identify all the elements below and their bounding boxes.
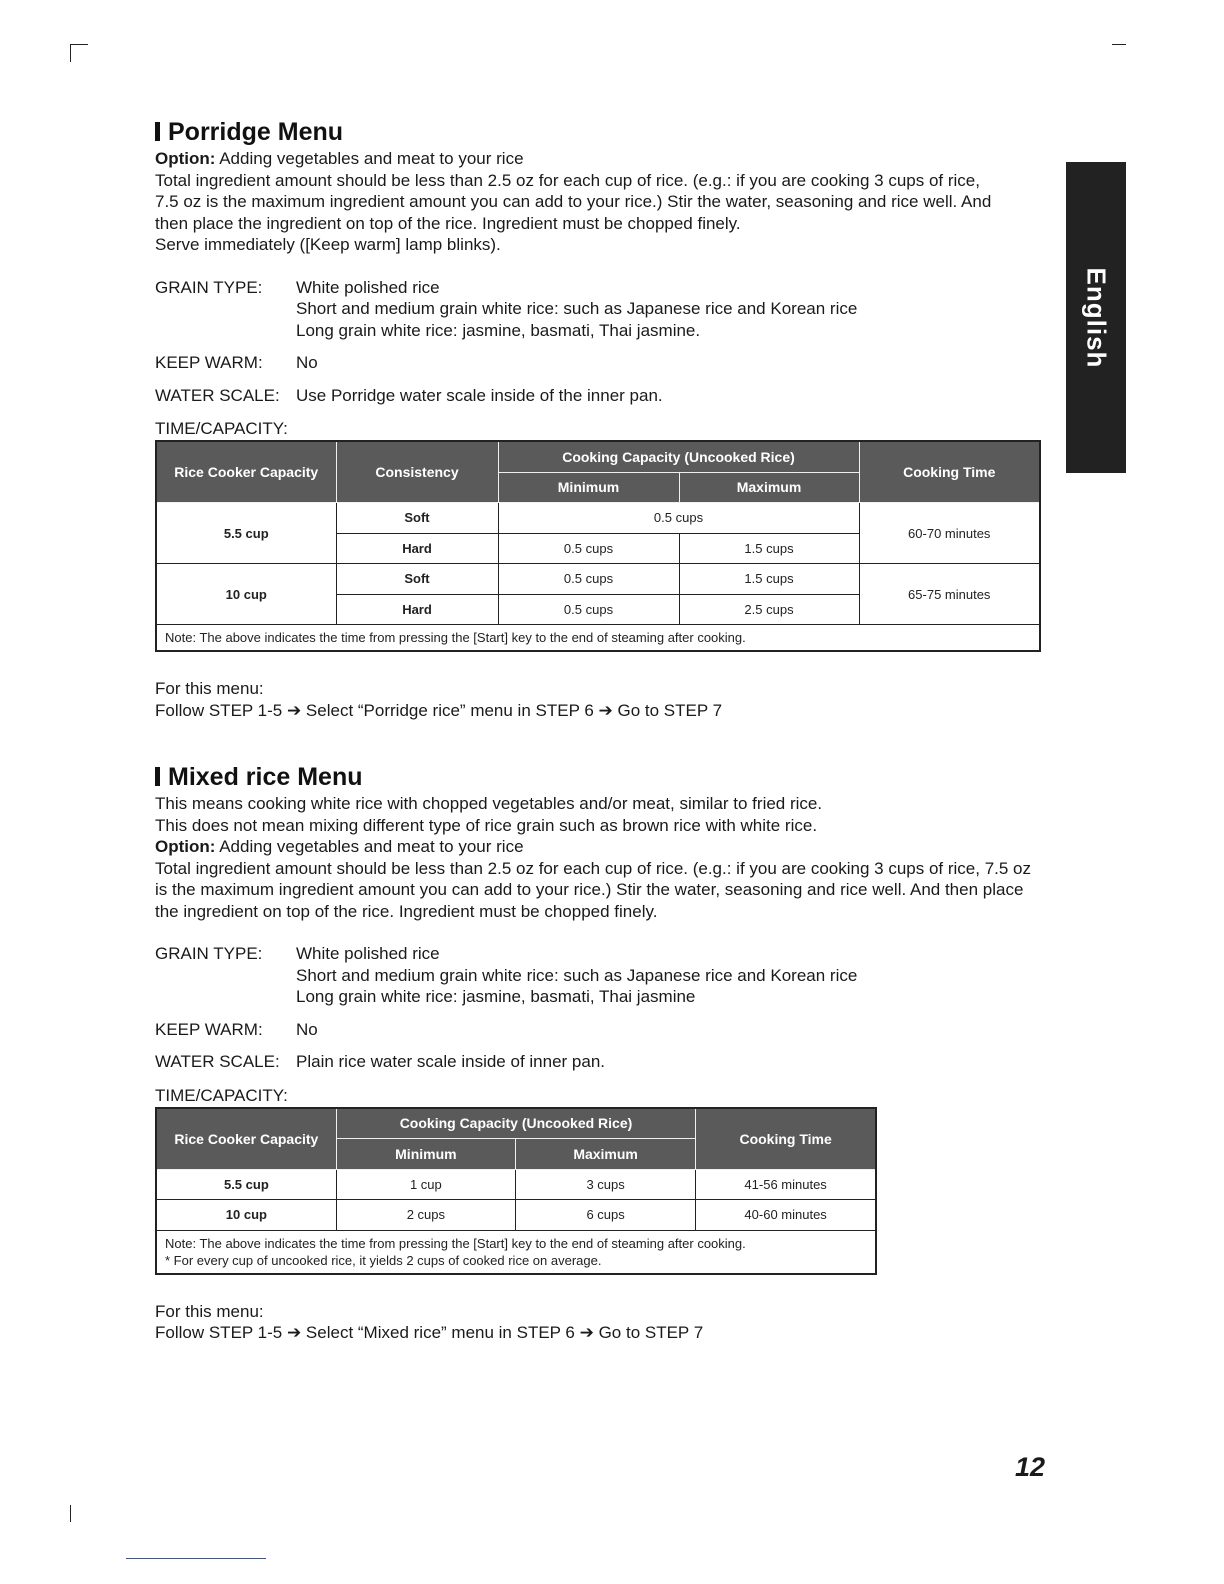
- max-cell: 3 cups: [515, 1169, 695, 1200]
- keep-warm-value: No: [296, 353, 318, 372]
- porridge-grain-type: [155, 277, 1045, 342]
- header-minimum: Minimum: [336, 1139, 515, 1170]
- max-cell: 2.5 cups: [679, 594, 859, 625]
- porridge-keep-warm: [155, 352, 1045, 374]
- mixed-table: [155, 1107, 877, 1275]
- table-note-line: * For every cup of uncooked rice, it yields 2 cups of cooked rice on average.: [165, 1252, 602, 1268]
- page-content: [155, 116, 1045, 1344]
- for-menu-label: For this menu:: [155, 679, 264, 698]
- header-maximum: Maximum: [515, 1139, 695, 1170]
- bottom-rule: [126, 1558, 266, 1559]
- range-cell: 0.5 cups: [498, 503, 859, 534]
- porridge-body-line: 7.5 oz is the maximum ingredient amount you can add to your rice.) Stir the water, seasoning and rice well. And: [155, 192, 992, 211]
- table-row: [156, 564, 1040, 595]
- water-scale-label: WATER SCALE:: [155, 385, 280, 405]
- max-cell: 6 cups: [515, 1200, 695, 1231]
- grain-type-line: White polished rice: [296, 277, 440, 297]
- water-scale-value: Plain rice water scale inside of inner pan.: [296, 1052, 605, 1071]
- follow-steps: Follow STEP 1-5 ➔ Select “Porridge rice” menu in STEP 6 ➔ Go to STEP 7: [155, 700, 723, 720]
- capacity-cell: 5.5 cup: [156, 503, 336, 564]
- capacity-cell: 5.5 cup: [156, 1169, 336, 1200]
- mixed-keep-warm: [155, 1019, 1045, 1041]
- time-cell: 40-60 minutes: [696, 1200, 876, 1231]
- porridge-for-menu: [155, 678, 1045, 721]
- min-cell: 0.5 cups: [498, 564, 679, 595]
- consistency-cell: Hard: [336, 594, 498, 625]
- heading-bar-icon: [155, 767, 160, 786]
- min-cell: 0.5 cups: [498, 594, 679, 625]
- mixed-section: [155, 761, 1045, 1344]
- grain-type-line: Short and medium grain white rice: such as Japanese rice and Korean rice: [296, 299, 858, 318]
- mixed-body-line: Total ingredient amount should be less than 2.5 oz for each cup of rice. (e.g.: if you are cooking 3 cups of rice, 7.5 oz: [155, 858, 1032, 878]
- grain-type-values: [296, 277, 1045, 342]
- porridge-body-line: Total ingredient amount should be less than 2.5 oz for each cup of rice. (e.g.: if you are cooking 3 cups of rice,: [155, 170, 980, 190]
- header-maximum: Maximum: [679, 472, 859, 503]
- language-label: English: [1081, 267, 1112, 368]
- table-row: [156, 1169, 876, 1200]
- consistency-cell: Hard: [336, 533, 498, 564]
- table-note-line: Note: The above indicates the time from pressing the [Start] key to the end of steaming after cooking.: [165, 1235, 746, 1251]
- mixed-for-menu: [155, 1301, 1045, 1344]
- mixed-intro-line: This means cooking white rice with chopped vegetables and/or meat, similar to fried rice.: [155, 794, 823, 813]
- option-text: Adding vegetables and meat to your rice: [219, 837, 524, 856]
- mixed-water-scale: [155, 1051, 1045, 1073]
- option-label: Option:: [155, 149, 216, 168]
- min-cell: 2 cups: [336, 1200, 515, 1231]
- min-cell: 0.5 cups: [498, 533, 679, 564]
- keep-warm-value: No: [296, 1019, 318, 1039]
- max-cell: 1.5 cups: [679, 533, 859, 564]
- capacity-cell: 10 cup: [156, 1200, 336, 1231]
- table-row: [156, 503, 1040, 534]
- grain-type-line: Long grain white rice: jasmine, basmati, Thai jasmine.: [296, 320, 701, 340]
- mixed-title-text: Mixed rice Menu: [168, 763, 363, 791]
- heading-bar-icon: [155, 122, 160, 141]
- header-minimum: Minimum: [498, 472, 679, 503]
- porridge-body-line: Serve immediately ([Keep warm] lamp blinks).: [155, 235, 501, 254]
- crop-mark-top-left: [70, 44, 88, 62]
- time-cell: 65-75 minutes: [859, 564, 1040, 625]
- min-cell: 1 cup: [336, 1169, 515, 1200]
- page-number: 12: [1015, 1452, 1046, 1482]
- table-note-row: [156, 625, 1040, 652]
- time-cell: 41-56 minutes: [696, 1169, 876, 1200]
- porridge-title-text: Porridge Menu: [168, 118, 344, 146]
- follow-steps: Follow STEP 1-5 ➔ Select “Mixed rice” menu in STEP 6 ➔ Go to STEP 7: [155, 1323, 704, 1342]
- table-note: Note: The above indicates the time from pressing the [Start] key to the end of steaming after cooking.: [156, 625, 1040, 652]
- table-note-row: [156, 1230, 876, 1274]
- crop-mark-bottom-left: [70, 1505, 71, 1522]
- water-scale-value: Use Porridge water scale inside of the inner pan.: [296, 385, 663, 405]
- for-menu-label: For this menu:: [155, 1301, 264, 1321]
- consistency-cell: Soft: [336, 503, 498, 534]
- header-cooking-time: Cooking Time: [859, 441, 1040, 503]
- grain-type-values: [296, 943, 1045, 1008]
- grain-type-line: Short and medium grain white rice: such as Japanese rice and Korean rice: [296, 965, 858, 985]
- grain-type-label: GRAIN TYPE:: [155, 277, 263, 297]
- keep-warm-label: KEEP WARM:: [155, 353, 263, 372]
- time-cell: 60-70 minutes: [859, 503, 1040, 564]
- crop-mark-top-right: [1112, 44, 1126, 45]
- grain-type-line: White polished rice: [296, 944, 440, 963]
- option-label: Option:: [155, 837, 216, 856]
- header-cooking-time: Cooking Time: [696, 1108, 876, 1170]
- mixed-body-line: is the maximum ingredient amount you can add to your rice.) Stir the water, seasoning and rice well. And then place: [155, 880, 1024, 899]
- language-side-tab: [1066, 162, 1126, 473]
- water-scale-label: WATER SCALE:: [155, 1052, 280, 1071]
- porridge-title: [155, 116, 1045, 148]
- header-cooking-capacity: Cooking Capacity (Uncooked Rice): [498, 441, 859, 472]
- table-header-row: [156, 1108, 876, 1139]
- header-consistency: Consistency: [336, 441, 498, 503]
- max-cell: 1.5 cups: [679, 564, 859, 595]
- mixed-option: [155, 836, 1045, 858]
- mixed-title: [155, 761, 1045, 793]
- mixed-body-line: the ingredient on top of the rice. Ingredient must be chopped finely.: [155, 901, 658, 921]
- porridge-body-line: then place the ingredient on top of the rice. Ingredient must be chopped finely.: [155, 213, 741, 233]
- table-header-row: [156, 441, 1040, 472]
- porridge-water-scale: [155, 385, 1045, 407]
- time-capacity-label: TIME/CAPACITY:: [155, 1085, 288, 1105]
- time-capacity-label: TIME/CAPACITY:: [155, 419, 288, 438]
- mixed-grain-type: [155, 943, 1045, 1008]
- option-text: Adding vegetables and meat to your rice: [219, 149, 524, 168]
- porridge-option: [155, 148, 1045, 170]
- porridge-table: [155, 440, 1041, 652]
- mixed-intro-line: This does not mean mixing different type of rice grain such as brown rice with white rice.: [155, 815, 818, 835]
- grain-type-label: GRAIN TYPE:: [155, 944, 263, 963]
- consistency-cell: Soft: [336, 564, 498, 595]
- porridge-section: [155, 116, 1045, 721]
- keep-warm-label: KEEP WARM:: [155, 1019, 263, 1039]
- header-cooking-capacity: Cooking Capacity (Uncooked Rice): [336, 1108, 695, 1139]
- table-note: [156, 1230, 876, 1274]
- header-capacity: Rice Cooker Capacity: [156, 1108, 336, 1170]
- capacity-cell: 10 cup: [156, 564, 336, 625]
- table-row: [156, 1200, 876, 1231]
- grain-type-line: Long grain white rice: jasmine, basmati, Thai jasmine: [296, 987, 696, 1006]
- header-capacity: Rice Cooker Capacity: [156, 441, 336, 503]
